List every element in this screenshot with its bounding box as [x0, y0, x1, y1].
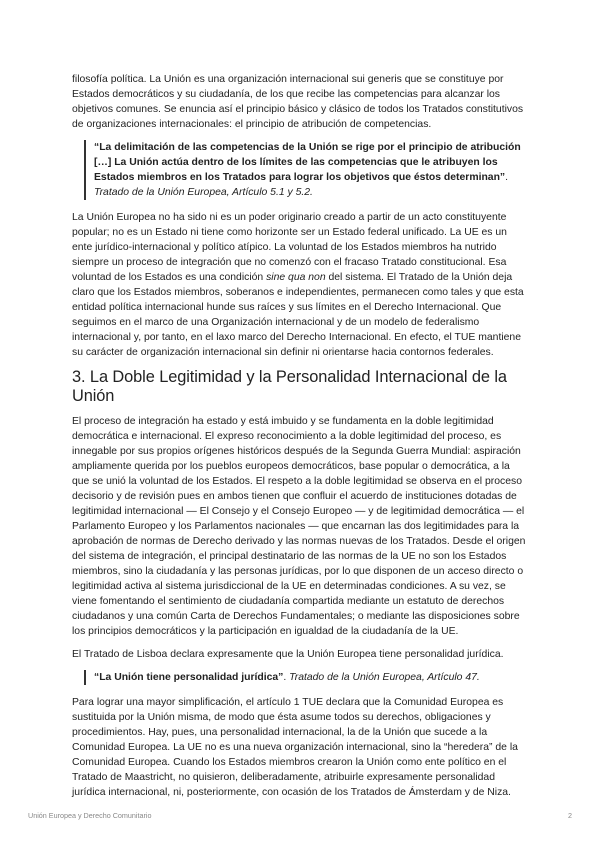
- paragraph-2-italic: sine qua non: [266, 272, 326, 283]
- page-number: 2: [568, 811, 572, 820]
- paragraph-5: Para lograr una mayor simplificación, el artículo 1 TUE declara que la Comunidad Europea es sustituida por la Unión misma, de modo que ésta asume todos su derechos, obligaciones y procedimientos. Hay, pues, una personalidad internacional, la de la Unión que sucede a la Comunidad Europea. La UE no es una nueva organización internacional, sino la “heredera” de la Comunidad Europea. Cuando los Estados miembros crearon la Unión como ente político en el Tratado de Maastricht, no quisieron, deliberadamente, atribuirle expresamente personalidad jurídica internacional, ni, posteriormente, con ocasión de los Tratados de Ámsterdam y de Niza.: [72, 697, 518, 798]
- blockquote-2: [84, 670, 528, 685]
- paragraph-3: El proceso de integración ha estado y está imbuido y se fundamenta en la doble legitimidad democrática e internacional. El expreso reconocimiento a la doble legitimidad del proceso, es innegable por sus propios orígenes históricos después de la Segunda Guerra Mundial: aspiración ampliamente querida por los pueblos europeos democráticos, base popular o democrática, a la que se unió la voluntad de los Estados. El respeto a la doble legitimidad se observa en el proceso decisorio y de revisión pues en ambos tienen que confluir el acuerdo de instituciones dotadas de legitimidad internacional — El Consejo y el Consejo Europeo — y de legitimidad democrática — el Parlamento Europeo y los Parlamentos nacionales — que encarnan las dos legitimidades para la aprobación de normas de Derecho derivado y las normas nuevas de los Tratados. Desde el origen del sistema de integración, el principal destinatario de las normas de la UE no son los Estados miembros, sino la ciudadanía y las personas jurídicas, por lo que disponen de un acceso directo o legitimidad activa al sistema jurisdiccional de la UE en determinadas condiciones. A su vez, se viene fomentando el sentimiento de ciudadanía compartida mediante un estatuto de derechos ciudadanos y una común Carta de Derechos Fundamentales; o mediante las disposiciones sobre los principios democráticos y la participación en igualdad de la ciudadanía de la UE.: [72, 416, 526, 637]
- quote-1-separator: .: [505, 172, 509, 183]
- quote-1-reference: Tratado de la Unión Europea, Artículo 5.1 y 5.2.: [94, 187, 313, 198]
- quote-2-separator: .: [283, 672, 290, 683]
- paragraph-1: filosofía política. La Unión es una organización internacional sui generis que se constituye por Estados democráticos y su ciudadanía, de los que recibe las competencias para alcanzar los objetivos comunes. Se enuncia así el principio básico y clásico de todos los Tratados constitutivos de organizaciones internacionales: el principio de atribución de competencias.: [72, 74, 524, 130]
- blockquote-1: [84, 140, 528, 200]
- paragraph-2: [72, 210, 528, 360]
- page-body: [72, 72, 528, 808]
- section-heading: 3. La Doble Legitimidad y la Personalidad Internacional de la Unión: [72, 368, 507, 405]
- paragraph-2-part-b: del sistema. El Tratado de la Unión deja claro que los Estados miembros, soberanos e independientes, permanecen como tales y que esta entidad política internacional hunde sus raíces y sus límites en el Derecho Internacional. Que seguimos en el marco de una Organización internacional y de un modelo de federalismo internacional y, por tanto, en el laxo marco del Derecho Internacional. En efecto, el TUE mantiene su carácter de organización internacional sin definir ni orientarse hacia contornos federales.: [72, 272, 524, 358]
- page-footer: [28, 811, 572, 820]
- footer-title: Unión Europea y Derecho Comunitario: [28, 811, 152, 820]
- quote-2-reference: Tratado de la Unión Europea, Artículo 47.: [289, 672, 480, 683]
- paragraph-4: El Tratado de Lisboa declara expresamente que la Unión Europea tiene personalidad jurídica.: [72, 649, 504, 660]
- quote-1-text: “La delimitación de las competencias de la Unión se rige por el principio de atribución […] La Unión actúa dentro de los límites de las competencias que le atribuyen los Estados miembros en los Tratados para lograr los objetivos que éstos determinan”: [94, 142, 521, 183]
- quote-2-text: “La Unión tiene personalidad jurídica”: [94, 672, 284, 683]
- paragraph-2-part-a: La Unión Europea no ha sido ni es un poder originario creado a partir de un acto constituyente popular; no es un Estado ni tiene como horizonte ser un Estado federal unificado. La UE es un ente jurídico-internacional y político atípico. La voluntad de los Estados miembros ha nutrido siempre un proceso de integración que no comenzó con el fracaso Tratado constitucional. Esa voluntad de los Estados es una condición: [72, 212, 507, 283]
